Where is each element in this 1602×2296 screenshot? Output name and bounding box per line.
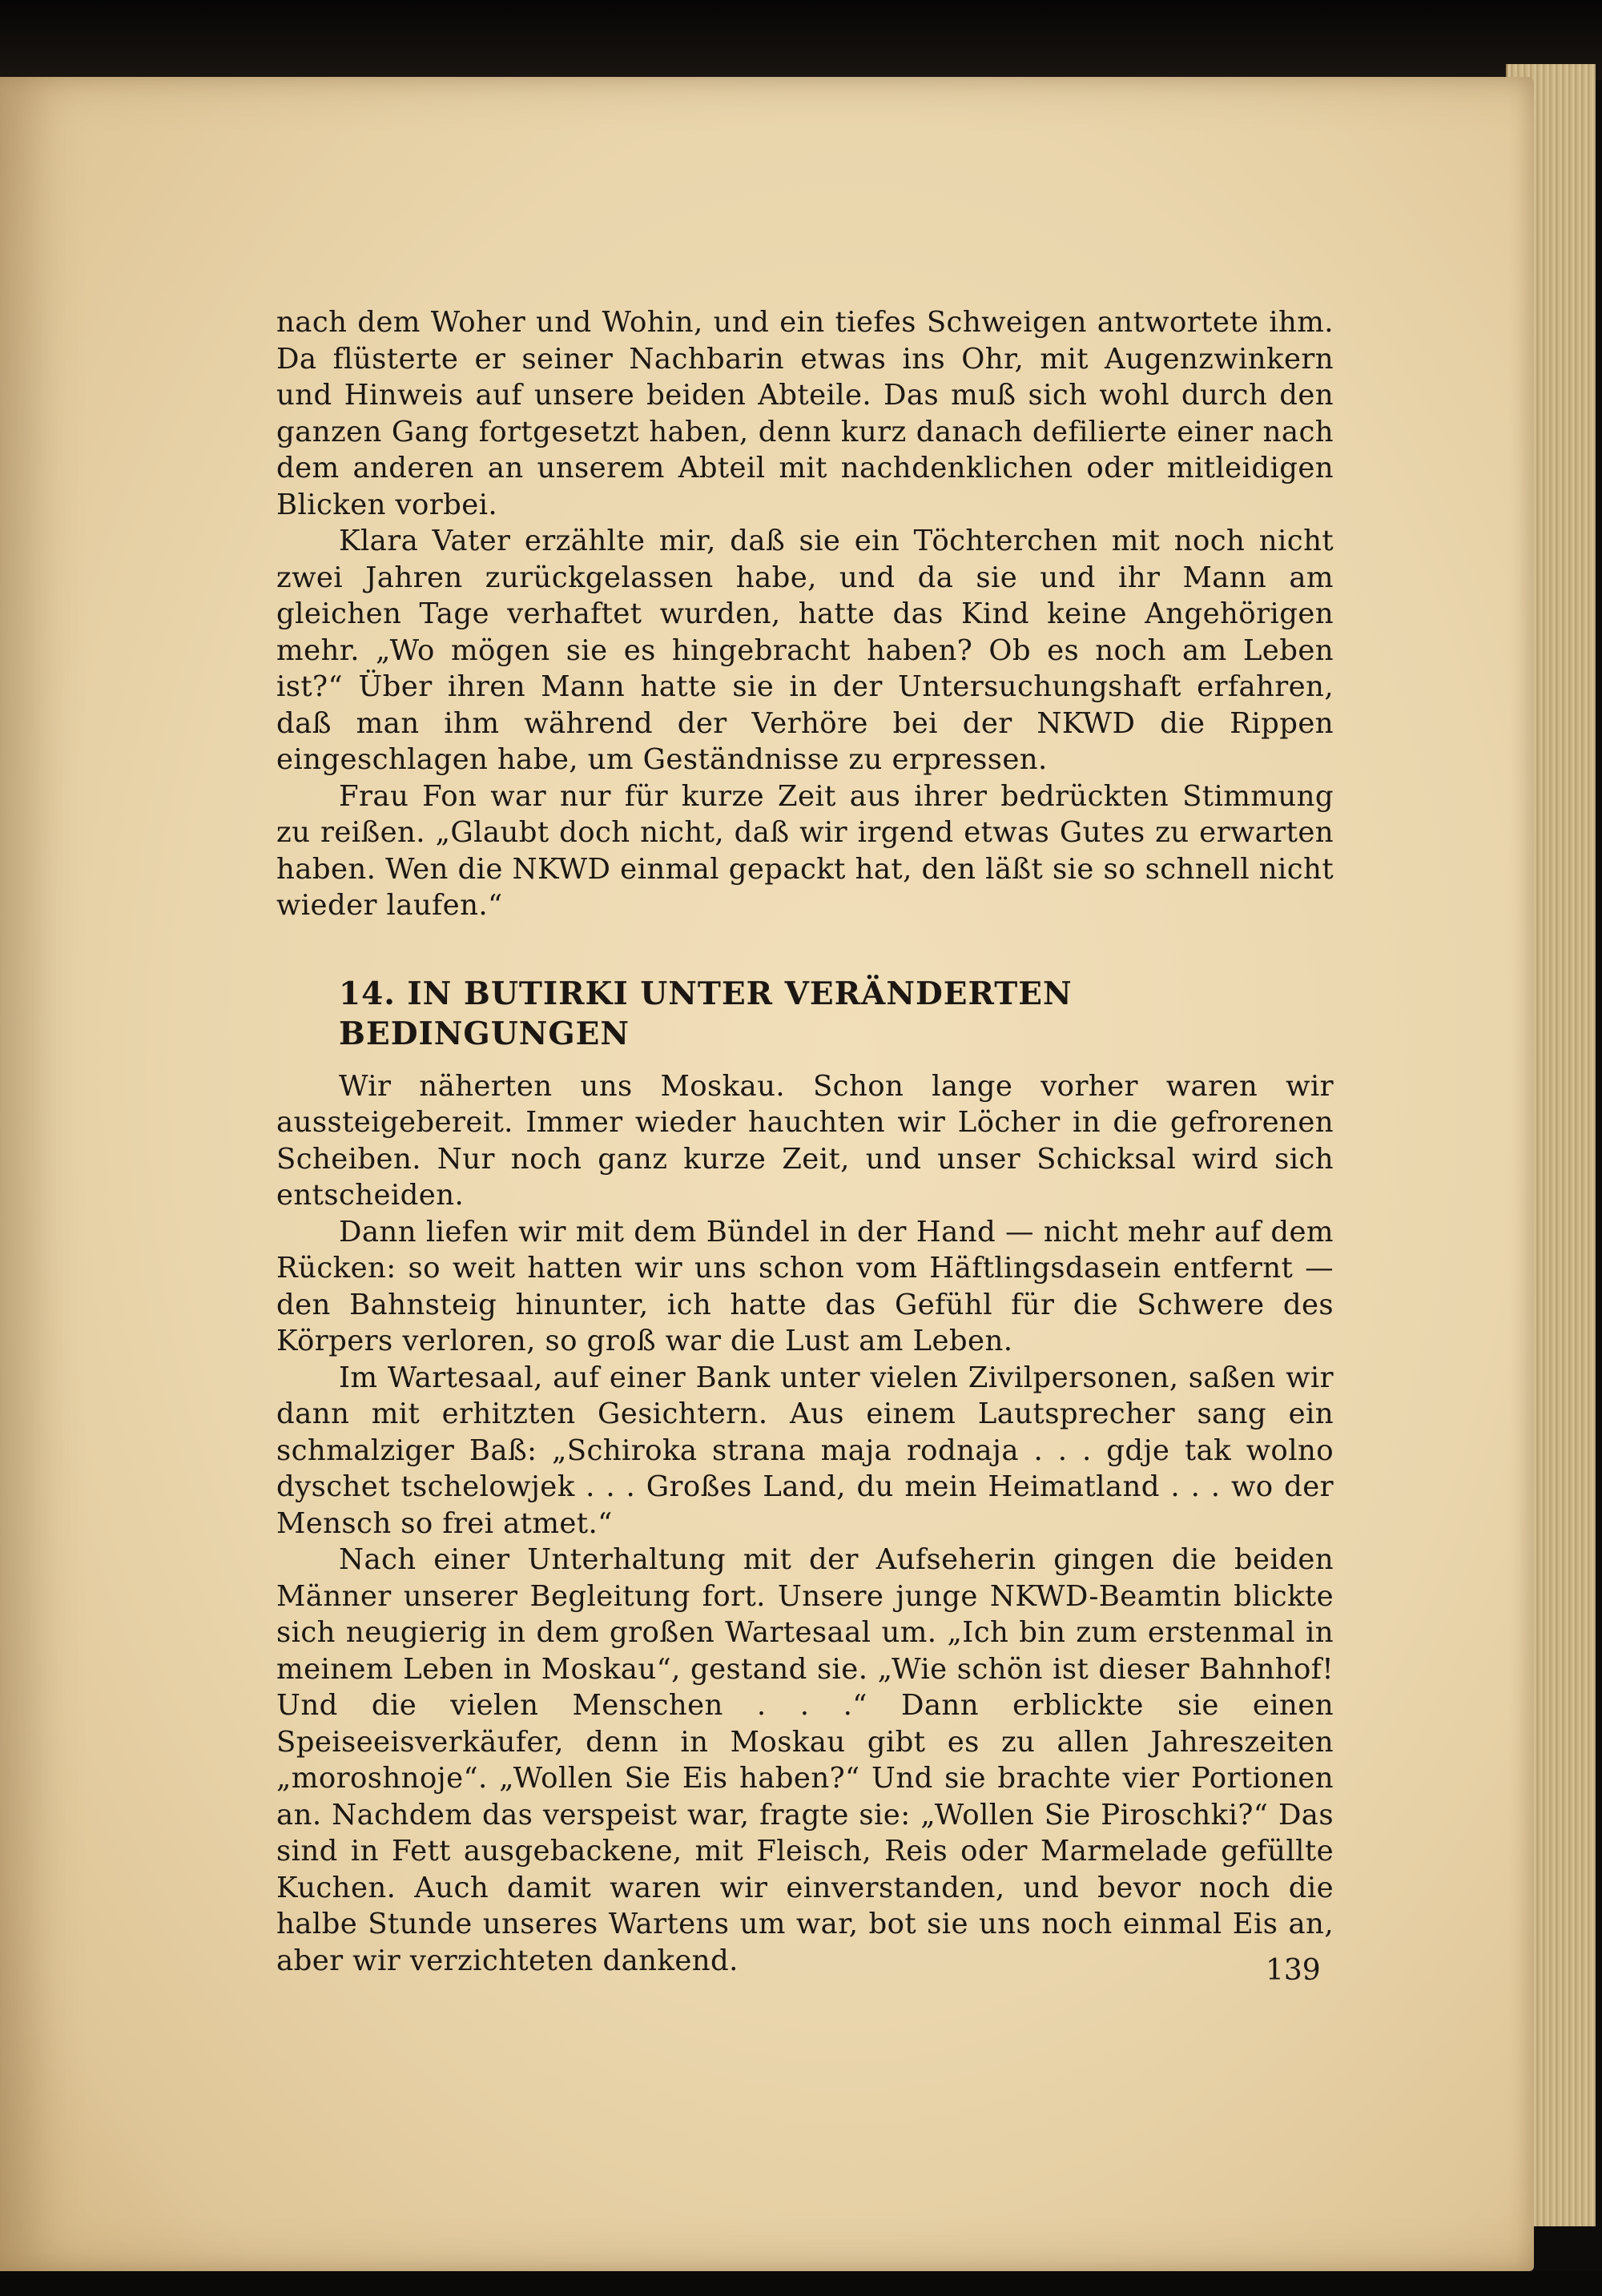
paragraph-2: Klara Vater erzählte mir, daß sie ein Töchterchen mit noch nicht zwei Jahren zurückgelassen habe, und da sie und ihr Mann am gleichen Tage verhaftet wurden, hatte das Kind keine Angehörigen mehr. „Wo mögen sie es hingebracht haben? Ob es noch am Leben ist?“ Über ihren Mann hatte sie in der Untersuchungshaft erfahren, daß man ihm während der Verhöre bei der NKWD die Rippen eingeschlagen habe, um Geständnisse zu erpressen. <box>276 525 1334 776</box>
paragraph-1: nach dem Woher und Wohin, und ein tiefes Schweigen antwortete ihm. Da flüsterte er seiner Nachbarin etwas ins Ohr, mit Augenzwinkern und Hinweis auf unsere beiden Abteile. Das muß sich wohl durch den ganzen Gang fortgesetzt haben, denn kurz danach defilierte einer nach dem anderen an unserem Abteil mit nachdenklichen oder mitleidigen Blicken vorbei. <box>276 306 1334 521</box>
paragraph-3: Frau Fon war nur für kurze Zeit aus ihrer bedrückten Stimmung zu reißen. „Glaubt doch nicht, daß wir irgend etwas Gutes zu erwarten haben. Wen die NKWD einmal gepackt hat, den läßt sie so schnell nicht wieder laufen.“ <box>276 779 1334 922</box>
page-number: 139 <box>1266 1954 1321 1987</box>
paragraph-4: Wir näherten uns Moskau. Schon lange vorher waren wir aussteigebereit. Immer wieder hauchten wir Löcher in die gefrorenen Scheiben. Nur noch ganz kurze Zeit, und unser Schicksal wird sich entscheiden. <box>276 1069 1334 1212</box>
page-body <box>276 304 1334 1979</box>
scan-background-top <box>0 0 1602 80</box>
paragraph-6: Im Wartesaal, auf einer Bank unter vielen Zivilpersonen, saßen wir dann mit erhitzten Gesichtern. Aus einem Lautsprecher sang ein schmalziger Baß: „Schiroka strana maja rodnaja . . . gdje tak wolno dyschet tschelowjek . . . Großes Land, du mein Heimatland . . . wo der Mensch so frei atmet.“ <box>276 1361 1334 1540</box>
paragraph-5: Dann liefen wir mit dem Bündel in der Hand — nicht mehr auf dem Rücken: so weit hatten wir uns schon vom Häftlingsdasein entfernt — den Bahnsteig hinunter, ich hatte das Gefühl für die Schwere des Körpers verloren, so groß war die Lust am Leben. <box>276 1215 1334 1357</box>
chapter-heading: 14. IN BUTIRKI UNTER VERÄNDERTEN BEDINGUNGEN <box>339 975 1073 1052</box>
scan-background-bottom <box>0 2271 1602 2296</box>
paragraph-7: Nach einer Unterhaltung mit der Aufseherin gingen die beiden Männer unserer Begleitung fort. Unsere junge NKWD-Beamtin blickte sich neugierig in dem großen Wartesaal um. „Ich bin zum erstenmal in meinem Leben in Moskau“, gestand sie. „Wie schön ist dieser Bahnhof! Und die vielen Menschen . . .“ Dann erblickte sie einen Speiseeisverkäufer, denn in Moskau gibt es zu allen Jahreszeiten „moroshnoje“. „Wollen Sie Eis haben?“ Und sie brachte vier Portionen an. Nachdem das verspeist war, fragte sie: „Wollen Sie Piroschki?“ Das sind in Fett ausgebackene, mit Fleisch, Reis oder Marmelade gefüllte Kuchen. Auch damit waren wir einverstanden, und bevor noch die halbe Stunde unseres Wartens um war, bot sie uns noch einmal Eis an, aber wir verzichteten dankend. <box>276 1543 1334 1977</box>
